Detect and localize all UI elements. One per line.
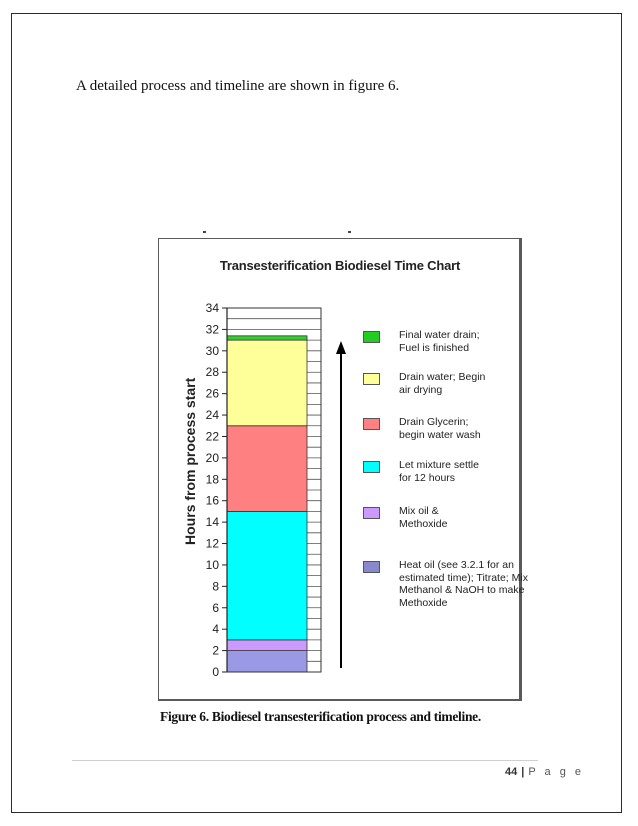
legend-label-line: Final water drain; xyxy=(399,329,480,341)
time-arrow-head xyxy=(336,341,346,354)
legend-swatch xyxy=(363,331,380,343)
legend-label-line: air drying xyxy=(399,383,443,396)
bar-segment xyxy=(227,651,307,672)
y-tick-label: 28 xyxy=(205,365,219,380)
y-tick-label: 34 xyxy=(205,301,219,315)
legend-label-line: Let mixture settle xyxy=(399,459,479,471)
y-tick-label: 14 xyxy=(205,515,219,530)
bar-segment xyxy=(227,640,307,651)
bar-segment xyxy=(227,426,307,512)
legend-swatch xyxy=(363,561,380,573)
legend-label-line: Heat oil (see 3.2.1 for an xyxy=(399,559,514,571)
y-tick-label: 16 xyxy=(205,493,219,508)
legend-label xyxy=(399,559,539,609)
y-tick-label: 12 xyxy=(205,536,219,551)
y-tick-label: 20 xyxy=(205,450,219,465)
y-tick-label: 22 xyxy=(205,429,219,444)
legend-label-line: Fuel is finished xyxy=(399,341,470,354)
legend-label-line: Drain Glycerin; xyxy=(399,416,469,428)
y-axis-label: Hours from process start xyxy=(182,377,198,545)
y-tick-label: 4 xyxy=(212,622,219,637)
legend-label-line: Drain water; Begin xyxy=(399,371,486,383)
legend-label-line: Mix oil & xyxy=(399,505,439,517)
legend-label xyxy=(399,416,539,441)
y-tick-label: 0 xyxy=(212,665,219,679)
legend-label xyxy=(399,329,539,354)
y-tick-label: 32 xyxy=(205,322,219,337)
legend-label-line: for 12 hours xyxy=(399,471,456,484)
bar-segment xyxy=(227,336,307,340)
figure-caption: Figure 6. Biodiesel transesterification process and timeline. xyxy=(160,709,481,724)
page-number: 44 xyxy=(505,766,518,778)
legend-swatch xyxy=(363,507,380,519)
legend-label-line: Methanol & NaOH to make xyxy=(399,584,525,596)
legend-label-line: Methoxide xyxy=(399,517,448,530)
bar-segment xyxy=(227,511,307,639)
y-tick-label: 10 xyxy=(205,557,219,572)
footer-separator: | xyxy=(521,766,525,778)
chart-title: Transesterification Biodiesel Time Chart xyxy=(219,258,461,273)
legend-label-line: begin water wash xyxy=(399,428,481,441)
bar-segment xyxy=(227,340,307,426)
y-tick-label: 24 xyxy=(205,408,219,423)
page-footer xyxy=(505,766,584,778)
legend-label-line: Methoxide xyxy=(399,596,448,609)
legend-label xyxy=(399,505,539,530)
y-tick-label: 6 xyxy=(212,600,219,615)
legend-swatch xyxy=(363,373,380,385)
legend-label-line: estimated time); Titrate; Mix xyxy=(399,571,528,584)
footer-rule xyxy=(72,760,538,761)
y-tick-label: 18 xyxy=(205,472,219,487)
y-tick-label: 2 xyxy=(212,643,219,658)
y-tick-label: 8 xyxy=(212,579,219,594)
legend-swatch xyxy=(363,461,380,473)
intro-paragraph: A detailed process and timeline are shown in figure 6. xyxy=(76,78,400,94)
legend-label xyxy=(399,371,539,396)
legend-swatch xyxy=(363,418,380,430)
y-tick-label: 26 xyxy=(205,386,219,401)
page-label: P a g e xyxy=(528,766,584,778)
legend-label xyxy=(399,459,539,484)
y-tick-label: 30 xyxy=(205,343,219,358)
